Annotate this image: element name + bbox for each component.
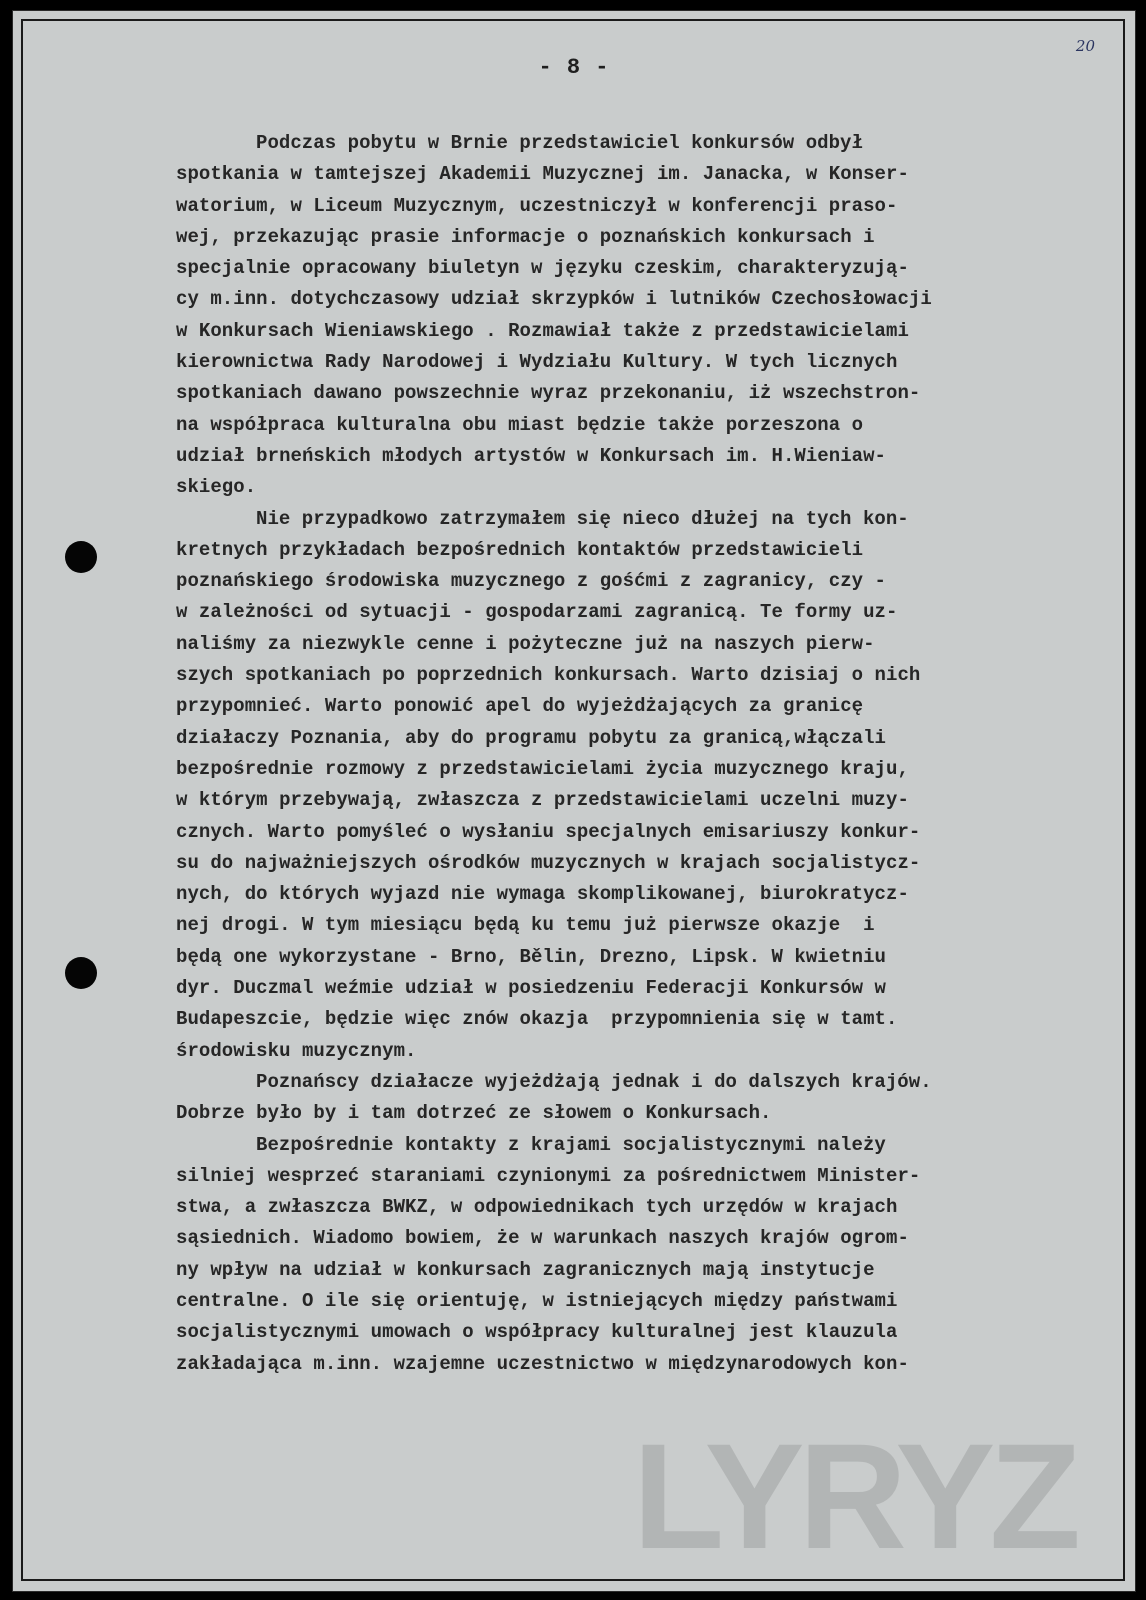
text-line: w którym przebywają, zwłaszcza z przedstawicielami uczelni muzy- xyxy=(176,789,909,812)
text-line: nej drogi. W tym miesiącu będą ku temu już pierwsze okazje i xyxy=(176,914,875,937)
text-line: kierownictwa Rady Narodowej i Wydziału Kultury. W tych licznych xyxy=(176,351,898,374)
punch-hole-top xyxy=(65,541,97,573)
text-line: Podczas pobytu w Brnie przedstawiciel konkursów odbył xyxy=(256,132,863,154)
text-line: zakładająca m.inn. wzajemne uczestnictwo w międzynarodowych kon- xyxy=(176,1352,909,1375)
text-line: stwa, a zwłaszcza BWKZ, w odpowiednikach tych urzędów w krajach xyxy=(176,1196,898,1219)
text-line: spotkaniach dawano powszechnie wyraz przekonaniu, iż wszechstron- xyxy=(176,382,921,405)
text-line: spotkania w tamtejszej Akademii Muzycznej im. Janacka, w Konser- xyxy=(176,163,909,186)
text-line: na współpraca kulturalna obu miast będzie także porzeszona o xyxy=(176,413,864,436)
text-line: wej, przekazując prasie informacje o poznańskich konkursach i xyxy=(176,225,875,248)
page-number: - 8 - xyxy=(538,55,610,80)
text-line: działaczy Poznania, aby do programu pobytu za granicą,włączali xyxy=(176,726,887,749)
text-line: w zależności od sytuacji - gospodarzami zagranicą. Te formy uz- xyxy=(176,601,898,624)
text-line: skiego. xyxy=(176,476,257,499)
text-line: watorium, w Liceum Muzycznym, uczestniczył w konferencji praso- xyxy=(176,194,898,217)
typed-body-text xyxy=(176,128,1056,1380)
text-line: ny wpływ na udział w konkursach zagranicznych mają instytucje xyxy=(176,1258,875,1281)
text-line: cznych. Warto pomyśleć o wysłaniu specjalnych emisariuszy konkur- xyxy=(176,820,921,843)
text-line: kretnych przykładach bezpośrednich kontaktów przedstawicieli xyxy=(176,538,864,561)
text-line: dyr. Duczmal weźmie udział w posiedzeniu Federacji Konkursów w xyxy=(176,977,887,1000)
text-line: będą one wykorzystane - Brno, Bělin, Drezno, Lipsk. W kwietniu xyxy=(176,945,887,968)
text-line: su do najważniejszych ośrodków muzycznych w krajach socjalistycz- xyxy=(176,851,921,874)
text-line: udział brneńskich młodych artystów w Konkursach im. H.Wieniaw- xyxy=(176,444,887,467)
text-line: Nie przypadkowo zatrzymałem się nieco dłużej na tych kon- xyxy=(256,507,909,530)
text-line: socjalistycznymi umowach o współpracy kulturalnej jest klauzula xyxy=(176,1321,898,1344)
text-line: środowisku muzycznym. xyxy=(176,1039,417,1062)
document-page xyxy=(12,10,1136,1592)
text-line: szych spotkaniach po poprzednich konkursach. Warto dzisiaj o nich xyxy=(176,664,921,687)
text-line: sąsiednich. Wiadomo bowiem, że w warunkach naszych krajów ogrom- xyxy=(176,1227,909,1250)
text-line: cy m.inn. dotychczasowy udział skrzypków i lutników Czechosłowacji xyxy=(176,288,932,311)
text-line: centralne. O ile się orientuję, w istniejących między państwami xyxy=(176,1289,898,1312)
text-line: w Konkursach Wieniawskiego . Rozmawiał także z przedstawicielami xyxy=(176,319,909,342)
text-line: bezpośrednie rozmowy z przedstawicielami życia muzycznego kraju, xyxy=(176,757,909,780)
text-line: nych, do których wyjazd nie wymaga skomplikowanej, biurokratycz- xyxy=(176,883,909,906)
text-line: naliśmy za niezwykle cenne i pożyteczne już na naszych pierw- xyxy=(176,632,875,655)
text-line: przypomnieć. Warto ponowić apel do wyjeżdżających za granicę xyxy=(176,695,864,718)
handwritten-page-note: 20 xyxy=(1075,37,1095,55)
text-line: Budapeszcie, będzie więc znów okazja przypomnienia się w tamt. xyxy=(176,1008,898,1031)
text-line: specjalnie opracowany biuletyn w języku czeskim, charakteryzują- xyxy=(176,257,909,280)
punch-hole-bottom xyxy=(65,957,97,989)
archive-watermark: LYRYZ xyxy=(632,1412,1075,1580)
text-line: Bezpośrednie kontakty z krajami socjalistycznymi należy xyxy=(256,1133,886,1156)
text-line: Dobrze było by i tam dotrzeć ze słowem o Konkursach. xyxy=(176,1102,772,1125)
text-line: silniej wesprzeć staraniami czynionymi za pośrednictwem Minister- xyxy=(176,1164,921,1187)
text-line: poznańskiego środowiska muzycznego z gośćmi z zagranicy, czy - xyxy=(176,570,887,593)
text-line: Poznańscy działacze wyjeżdżają jednak i do dalszych krajów. xyxy=(256,1070,932,1093)
